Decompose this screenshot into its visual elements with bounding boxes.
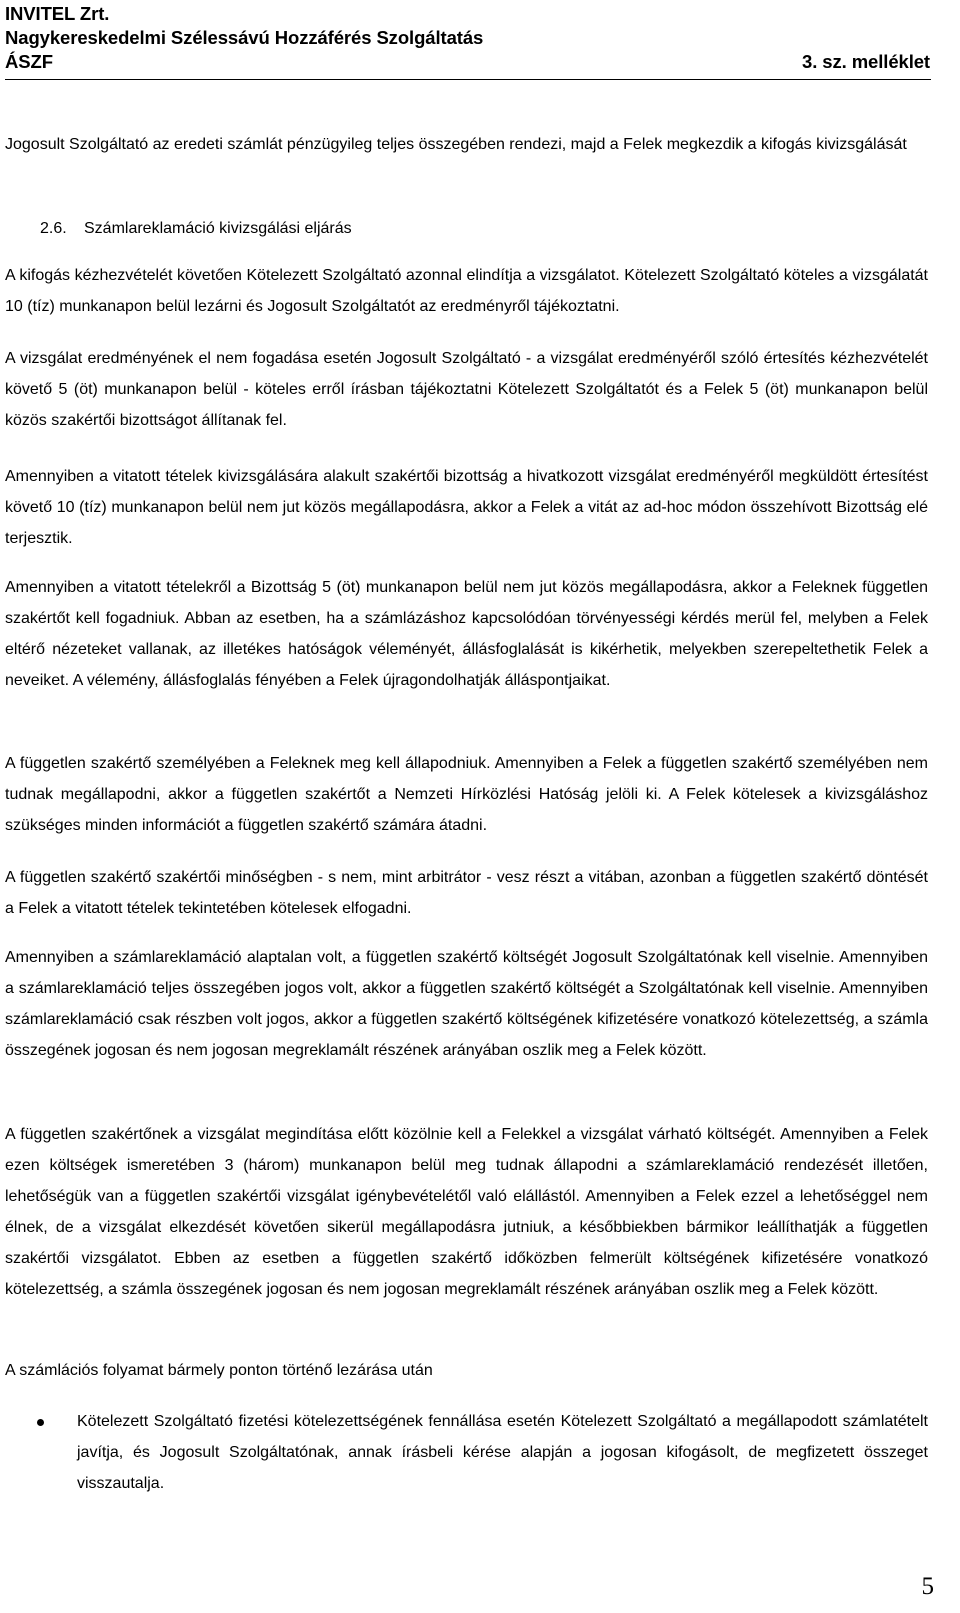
bullet-text: Kötelezett Szolgáltató fizetési kötelezettségének fennállása esetén Kötelezett Szolgáltató a megállapodott számlatételt javítja, és Jogosult Szolgáltatónak, annak írásbeli kérése alapján a jogosan kifogásolt, de megfizetett összeget visszautalja. bbox=[77, 1413, 928, 1492]
header-row-3 bbox=[5, 50, 930, 74]
document-type: ÁSZF bbox=[5, 51, 53, 72]
section-number: 2.6. bbox=[40, 220, 67, 237]
section-heading bbox=[40, 213, 352, 244]
paragraph: A kifogás kézhezvételét követően Kötelezett Szolgáltató azonnal elindítja a vizsgálatot. Kötelezett Szolgáltató köteles a vizsgálatát 10 (tíz) munkanapon belül lezárni és Jogosult Szolgáltatót az eredményről tájékoztatni. bbox=[5, 267, 928, 315]
paragraph: A független szakértő személyében a Feleknek meg kell állapodniuk. Amennyiben a Felek a független szakértő személyében nem tudnak megállapodni, akkor a független szakértőt a Nemzeti Hírközlési Hatóság jelöli ki. A Felek kötelesek a kivizsgáláshoz szükséges minden információt a független szakértő számára átadni. bbox=[5, 755, 928, 834]
paragraph: A vizsgálat eredményének el nem fogadása esetén Jogosult Szolgáltató - a vizsgálat eredményéről szóló értesítés kézhezvételét követő 5 (öt) munkanapon belül - köteles erről írásban tájékoztatni Kötelezett Szolgáltatót és a Felek 5 (öt) munkanapon belül közös szakértői bizottságot állítanak fel. bbox=[5, 350, 928, 429]
company-name: INVITEL Zrt. bbox=[5, 3, 110, 24]
paragraph: Amennyiben a vitatott tételek kivizsgálására alakult szakértői bizottság a hivatkozott vizsgálat eredményéről megküldött értesítést követő 10 (tíz) munkanapon belül nem jut közös megállapodásra, akkor a Felek a vitát az ad-hoc módon összehívott Bizottság elé terjesztik. bbox=[5, 468, 928, 547]
page-header bbox=[5, 2, 930, 74]
bullet-icon bbox=[37, 1419, 44, 1426]
header-divider bbox=[5, 79, 931, 80]
page-number: 5 bbox=[921, 1573, 934, 1600]
paragraph: A számlációs folyamat bármely ponton történő lezárása után bbox=[5, 1362, 433, 1379]
paragraph: A független szakértőnek a vizsgálat megindítása előtt közölnie kell a Felekkel a vizsgálat várható költségét. Amennyiben a Felek ezen költségek ismeretében 3 (három) munkanapon belül meg tudnak állapodni a számlareklamáció rendezését illetően, lehetőségük van a független szakértői vizsgálat igénybevételétől való elállástól. Amennyiben a Felek ezzel a lehetőséggel nem élnek, de a vizsgálat elkezdését követően sikerül megállapodásra jutniuk, a későbbiekben bármikor leállíthatják a független szakértői vizsgálatot. Ebben az esetben a független szakértő időközben felmerült költségének kifizetésére vonatkozó kötelezettség, a számla összegének jogosan és nem jogosan megreklamált részének arányában oszlik meg a Felek között. bbox=[5, 1126, 928, 1298]
paragraph: Amennyiben a számlareklamáció alaptalan volt, a független szakértő költségét Jogosult Szolgáltatónak kell viselnie. Amennyiben a számlareklamáció teljes összegében jogos volt, akkor a független szakértő költségét a Szolgáltatónak kell viselnie. Amennyiben számlareklamáció csak részben volt jogos, akkor a független szakértő költségének kifizetésére vonatkozó kötelezettség, a számla összegének jogosan és nem jogosan megreklamált részének arányában oszlik meg a Felek között. bbox=[5, 949, 928, 1059]
paragraph: Jogosult Szolgáltató az eredeti számlát pénzügyileg teljes összegében rendezi, majd a Felek megkezdik a kifogás kivizsgálását bbox=[5, 136, 907, 153]
paragraph: A független szakértő szakértői minőségben - s nem, mint arbitrátor - vesz részt a vitában, azonban a független szakértő döntését a Felek a vitatott tételek tekintetében kötelesek elfogadni. bbox=[5, 869, 928, 917]
service-name: Nagykereskedelmi Szélessávú Hozzáférés Szolgáltatás bbox=[5, 27, 484, 48]
annex-label: 3. sz. melléklet bbox=[802, 51, 930, 72]
paragraph: Amennyiben a vitatott tételekről a Bizottság 5 (öt) munkanapon belül nem jut közös megállapodásra, akkor a Feleknek független szakértőt kell fogadniuk. Abban az esetben, ha a számlázáshoz kapcsolódóan törvényességi kérdés merül fel, melyben a Felek eltérő nézeteket vallanak, az illetékes hatóságok véleményét, állásfoglalását is kikérhetik, melyekben szerepeltethetik Felek a neveiket. A vélemény, állásfoglalás fényében a Felek újragondolhatják álláspontjaikat. bbox=[5, 579, 928, 689]
section-title: Számlareklamáció kivizsgálási eljárás bbox=[84, 220, 352, 237]
